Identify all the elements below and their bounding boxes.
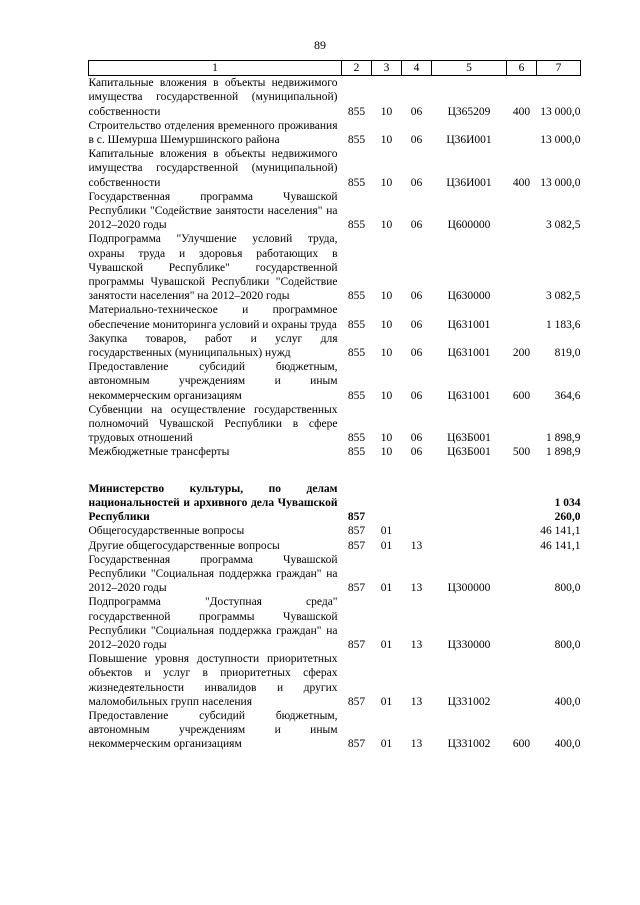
row-section-cell: 10: [380, 389, 393, 402]
row-target-cell: Ц330000: [447, 638, 491, 651]
page-number: 89: [314, 38, 326, 52]
row-subsection-cell: [402, 482, 432, 525]
row-subsection-cell: 06: [410, 219, 423, 232]
row-type-cell: [507, 403, 537, 446]
row-code-cell: 857: [347, 695, 366, 708]
row-amount-cell: 13 000,0: [540, 176, 581, 189]
row-subsection-cell: 06: [410, 105, 423, 118]
row-amount-cell: 364,6: [554, 389, 581, 402]
column-header: 2: [342, 61, 372, 76]
row-subsection-cell: 06: [410, 318, 423, 331]
row-name-cell: Подпрограмма "Улучшение условий труда, охраны труда и здоровья работающих в Чувашской Республике" государственной программы Чувашской Республики "Содействие занятости населения" на 2012–2020 годы: [88, 233, 338, 303]
row-target-cell: [432, 539, 507, 553]
row-subsection-cell: 13: [410, 695, 423, 708]
row-name-cell: Строительство отделения временного проживания в с. Шемурша Шемуршинского района: [88, 119, 338, 147]
row-type-cell: 500: [512, 446, 531, 459]
row-name-cell: Материально-техническое и программное обеспечение мониторинга условий и охраны труда: [88, 304, 338, 331]
row-target-cell: [432, 524, 507, 538]
row-code-cell: 855: [347, 105, 366, 118]
row-target-cell: Ц331002: [447, 738, 491, 751]
row-code-cell: 855: [347, 446, 366, 459]
row-name-cell: Закупка товаров, работ и услуг для государственных (муниципальных) нужд: [88, 332, 338, 360]
row-amount-cell: 1 183,6: [546, 318, 581, 331]
row-code-cell: 857: [347, 582, 366, 595]
row-section-cell: 01: [380, 638, 393, 651]
row-code-cell: 855: [347, 219, 366, 232]
table-row: [89, 482, 581, 525]
row-code-cell: 855: [347, 290, 366, 303]
row-name-cell: Государственная программа Чувашской Республики "Социальная поддержка граждан" на 2012–2020 годы: [88, 553, 338, 595]
row-section-cell: 01: [380, 539, 393, 552]
row-name-cell: Общегосударственные вопросы: [88, 525, 245, 538]
table-row: [89, 147, 581, 190]
table-row: [89, 709, 581, 752]
table-row: [89, 303, 581, 331]
table-row: [89, 652, 581, 709]
row-section-cell: 10: [380, 219, 393, 232]
row-section-cell: 01: [380, 525, 393, 538]
spacer-row: [89, 460, 581, 482]
row-subsection-cell: 06: [410, 446, 423, 459]
row-target-cell: Ц631001: [447, 318, 491, 331]
column-header: 6: [507, 61, 537, 76]
row-type-cell: [507, 303, 537, 331]
row-subsection-cell: 06: [410, 134, 423, 147]
row-code-cell: 855: [347, 347, 366, 360]
row-target-cell: Ц631001: [447, 347, 491, 360]
row-amount-cell: 3 082,5: [546, 290, 581, 303]
row-amount-cell: 46 141,1: [540, 539, 581, 552]
row-target-cell: Ц63Б001: [447, 446, 491, 459]
row-section-cell: 10: [380, 176, 393, 189]
row-type-cell: [507, 539, 537, 553]
row-amount-cell: 1 034 260,0: [554, 496, 581, 524]
row-target-cell: [432, 482, 507, 525]
row-target-cell: Ц300000: [447, 582, 491, 595]
row-section-cell: [372, 482, 402, 525]
row-code-cell: 857: [347, 638, 366, 651]
row-name-cell: Межбюджетные трансферты: [88, 446, 230, 459]
row-section-cell: 10: [380, 432, 393, 445]
row-type-cell: 400: [512, 176, 531, 189]
column-header: 5: [432, 61, 507, 76]
row-section-cell: 01: [380, 738, 393, 751]
row-subsection-cell: 06: [410, 347, 423, 360]
row-subsection-cell: 06: [410, 290, 423, 303]
row-section-cell: 01: [380, 695, 393, 708]
row-type-cell: [507, 524, 537, 538]
row-amount-cell: 800,0: [554, 582, 581, 595]
header-row: [89, 61, 581, 76]
row-name-cell: Капитальные вложения в объекты недвижимого имущества государственной (муниципальной) собственности: [88, 77, 338, 118]
row-amount-cell: 819,0: [554, 347, 581, 360]
row-code-cell: 855: [347, 318, 366, 331]
table-row: [89, 190, 581, 233]
column-header: 3: [372, 61, 402, 76]
row-type-cell: [507, 652, 537, 709]
row-type-cell: [507, 482, 537, 525]
row-code-cell: 855: [347, 389, 366, 402]
column-header: 7: [537, 61, 581, 76]
row-target-cell: Ц631001: [447, 389, 491, 402]
row-section-cell: 10: [380, 446, 393, 459]
table-row: [89, 332, 581, 360]
row-code-cell: 855: [347, 176, 366, 189]
row-name-cell: Предоставление субсидий бюджетным, автономным учреждениям и иным некоммерческим организациям: [88, 361, 338, 402]
row-subsection-cell: 13: [410, 738, 423, 751]
row-section-cell: 01: [380, 582, 393, 595]
row-type-cell: [507, 595, 537, 652]
row-code-cell: 855: [347, 432, 366, 445]
table-row: [89, 76, 581, 119]
row-code-cell: 857: [347, 511, 366, 524]
row-amount-cell: 13 000,0: [540, 105, 581, 118]
table-row: [89, 360, 581, 403]
row-target-cell: Ц365209: [447, 105, 491, 118]
table-body: [89, 76, 581, 752]
table-row: [89, 524, 581, 538]
row-type-cell: [507, 119, 537, 147]
row-target-cell: Ц63Б001: [447, 432, 491, 445]
row-name-cell: Государственная программа Чувашской Республики "Содействие занятости населения" на 2012–2020 годы: [88, 190, 338, 232]
row-target-cell: Ц630000: [447, 290, 491, 303]
row-name-cell: Предоставление субсидий бюджетным, автономным учреждениям и иным некоммерческим организациям: [88, 709, 338, 751]
row-name-cell: Капитальные вложения в объекты недвижимого имущества государственной (муниципальной) собственности: [88, 148, 338, 189]
row-subsection-cell: 13: [410, 638, 423, 651]
row-target-cell: Ц600000: [447, 219, 491, 232]
row-amount-cell: 1 898,9: [546, 432, 581, 445]
table-row: [89, 232, 581, 303]
row-subsection-cell: 13: [410, 582, 423, 595]
row-target-cell: Ц331002: [447, 695, 491, 708]
row-name-cell: Подпрограмма "Доступная среда" государственной программы Чувашской Республики "Социальная поддержка граждан" на 2012–2020 годы: [88, 596, 338, 651]
row-target-cell: Ц36И001: [446, 134, 492, 147]
column-header: 4: [402, 61, 432, 76]
row-name-cell: Субвенции на осуществление государственных полномочий Чувашской Республики в сфере трудовых отношений: [88, 403, 338, 445]
row-type-cell: 400: [512, 105, 531, 118]
row-name-cell: Другие общегосударственные вопросы: [88, 539, 280, 552]
row-subsection-cell: 13: [410, 539, 423, 552]
table-row: [89, 595, 581, 652]
table-row: [89, 119, 581, 147]
row-section-cell: 10: [380, 290, 393, 303]
row-code-cell: 855: [347, 134, 366, 147]
row-amount-cell: 1 898,9: [546, 446, 581, 459]
table-row: [89, 539, 581, 553]
row-section-cell: 10: [380, 318, 393, 331]
row-section-cell: 10: [380, 134, 393, 147]
spacer-cell: [89, 460, 581, 482]
row-subsection-cell: 06: [410, 389, 423, 402]
row-code-cell: 857: [347, 525, 366, 538]
table-row: [89, 445, 581, 459]
row-type-cell: [507, 232, 537, 303]
row-amount-cell: 800,0: [554, 638, 581, 651]
row-name-cell: Министерство культуры, по делам национальностей и архивного дела Чувашской Республики: [88, 482, 338, 524]
row-type-cell: 200: [512, 347, 531, 360]
row-amount-cell: 46 141,1: [540, 525, 581, 538]
row-target-cell: Ц36И001: [446, 176, 492, 189]
row-subsection-cell: [402, 524, 432, 538]
row-type-cell: [507, 190, 537, 233]
row-section-cell: 10: [380, 347, 393, 360]
table-row: [89, 403, 581, 446]
row-subsection-cell: 06: [410, 176, 423, 189]
row-amount-cell: 400,0: [554, 695, 581, 708]
budget-table: [88, 60, 581, 752]
row-type-cell: [507, 553, 537, 596]
row-amount-cell: 400,0: [554, 738, 581, 751]
column-header: 1: [89, 61, 342, 76]
row-subsection-cell: 06: [410, 432, 423, 445]
row-type-cell: 600: [512, 389, 531, 402]
row-code-cell: 857: [347, 738, 366, 751]
row-amount-cell: 3 082,5: [546, 219, 581, 232]
row-section-cell: 10: [380, 105, 393, 118]
row-name-cell: Повышение уровня доступности приоритетных объектов и услуг в приоритетных сферах жизнедеятельности инвалидов и других маломобильных групп населения: [88, 653, 338, 708]
table-row: [89, 553, 581, 596]
row-type-cell: 600: [512, 738, 531, 751]
row-amount-cell: 13 000,0: [540, 134, 581, 147]
row-code-cell: 857: [347, 539, 366, 552]
